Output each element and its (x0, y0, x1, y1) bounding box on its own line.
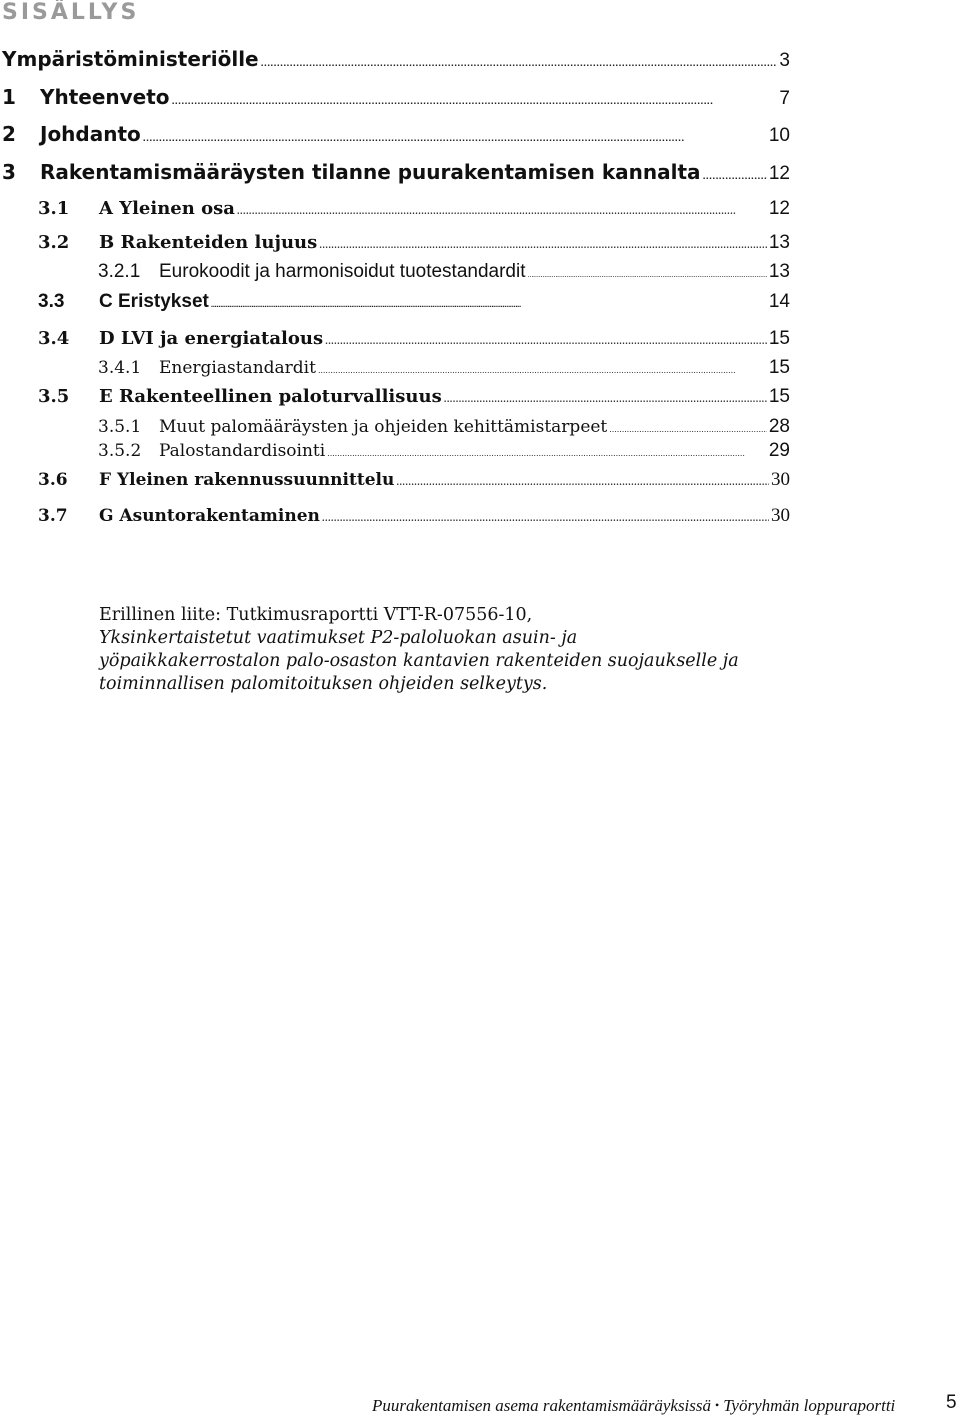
toc-entry-number: 3.5 (38, 386, 70, 407)
toc-entry-page: 10 (768, 125, 790, 146)
toc-leader (396, 470, 769, 490)
toc-entry-label: Eurokoodit ja harmonisoidut tuotestandardit (159, 261, 526, 282)
toc-entry-label: A Yleinen osa (99, 198, 235, 219)
toc-entry-page: 30 (771, 505, 790, 526)
toc-entry-page: 29 (768, 440, 790, 461)
toc-entry-page: 30 (771, 469, 790, 490)
toc-entry-number: 3 (2, 160, 16, 184)
toc-entry-label: C Eristykset (99, 291, 209, 312)
toc-entry[interactable] (0, 469, 790, 495)
toc-leader (261, 47, 778, 71)
toc-heading: SISÄLLYS (2, 0, 140, 25)
toc-leader (319, 232, 767, 253)
toc-entry-page: 13 (768, 261, 790, 282)
toc-entry-label: B Rakenteiden lujuus (99, 232, 318, 253)
toc-leader (211, 291, 767, 313)
toc-entry-page: 15 (768, 386, 790, 407)
page-footer (372, 1396, 895, 1416)
toc-entry-page: 15 (768, 357, 790, 378)
toc-entry-number: 3.4 (38, 328, 70, 349)
toc-entry-label: E Rakenteellinen paloturvallisuus (99, 386, 442, 407)
toc-entry-label: Yhteenveto (40, 85, 170, 109)
footer-separator: • (715, 1398, 720, 1412)
toc-entry-number: 3.5.2 (98, 441, 142, 461)
toc-entry-page: 13 (768, 232, 790, 253)
toc-entry-label: Muut palomääräysten ja ohjeiden kehittämistarpeet (159, 417, 608, 437)
toc-entry-label: Palostandardisointi (159, 441, 326, 461)
toc-entry[interactable] (0, 122, 790, 148)
appendix-intro: Erillinen liite: Tutkimusraportti VTT-R-07556-10, (99, 605, 533, 625)
appendix-note (99, 604, 739, 696)
toc-entry-label: Johdanto (40, 122, 141, 146)
toc-leader (609, 417, 767, 437)
toc-leader (237, 198, 767, 219)
toc-entry-page: 14 (768, 291, 790, 312)
toc-entry-number: 3.3 (38, 291, 65, 312)
toc-entry-number: 3.5.1 (98, 417, 142, 437)
toc-entry[interactable] (0, 291, 790, 317)
toc-entry-page: 7 (779, 88, 790, 109)
toc-entry[interactable] (0, 47, 790, 73)
toc-leader (318, 358, 767, 378)
toc-leader (325, 328, 767, 349)
appendix-title: Yksinkertaistetut vaatimukset P2-paloluokan asuin- ja yöpaikkakerrostalon palo-osaston kantavien rakenteiden suojaukselle ja toiminnallisen palomitoituksen ohjeiden selkeytys. (99, 628, 739, 694)
toc-entry[interactable] (0, 232, 790, 258)
toc-entry-number: 3.4.1 (98, 358, 142, 378)
toc-entry-page: 28 (768, 416, 790, 437)
toc-leader (703, 160, 767, 184)
toc-entry-label: Rakentamismääräysten tilanne puurakentamisen kannalta (40, 160, 701, 184)
toc-entry[interactable] (0, 416, 790, 442)
toc-entry[interactable] (0, 386, 790, 412)
toc-entry-number: 3.7 (38, 506, 68, 526)
toc-entry[interactable] (0, 440, 790, 466)
toc-entry[interactable] (0, 357, 790, 383)
toc-entry[interactable] (0, 85, 790, 111)
footer-publication-title: Puurakentamisen asema rakentamismääräyksissä (372, 1396, 712, 1415)
footer-report-name: Työryhmän loppuraportti (723, 1396, 896, 1415)
toc-leader (528, 261, 767, 283)
toc-entry-page: 12 (768, 198, 790, 219)
toc-entry-page: 3 (779, 50, 790, 71)
toc-leader (327, 441, 767, 461)
page-number: 5 (946, 1392, 957, 1413)
toc-leader (444, 386, 767, 407)
toc-entry[interactable] (0, 160, 790, 186)
toc-entry-number: 1 (2, 85, 16, 109)
toc-entry[interactable] (0, 505, 790, 531)
toc-leader (143, 122, 767, 146)
toc-entry-number: 3.6 (38, 470, 68, 490)
toc-entry-label: Energiastandardit (159, 358, 316, 378)
toc-entry-number: 3.1 (38, 198, 70, 219)
toc-entry-label: D LVI ja energiatalous (99, 328, 324, 349)
toc-entry-number: 2 (2, 122, 16, 146)
toc-entry-number: 3.2 (38, 232, 70, 253)
toc-entry-page: 12 (768, 163, 790, 184)
toc-leader (172, 85, 778, 109)
toc-entry-page: 15 (768, 328, 790, 349)
toc-entry[interactable] (0, 261, 790, 287)
toc-entry-label: F Yleinen rakennussuunnittelu (99, 470, 395, 490)
toc-entry[interactable] (0, 328, 790, 354)
toc-entry-number: 3.2.1 (98, 261, 141, 282)
toc-entry[interactable] (0, 198, 790, 224)
toc-entry-label: Ympäristöministeriölle (2, 47, 259, 71)
toc-entry-label: G Asuntorakentaminen (99, 506, 320, 526)
toc-leader (322, 506, 769, 526)
